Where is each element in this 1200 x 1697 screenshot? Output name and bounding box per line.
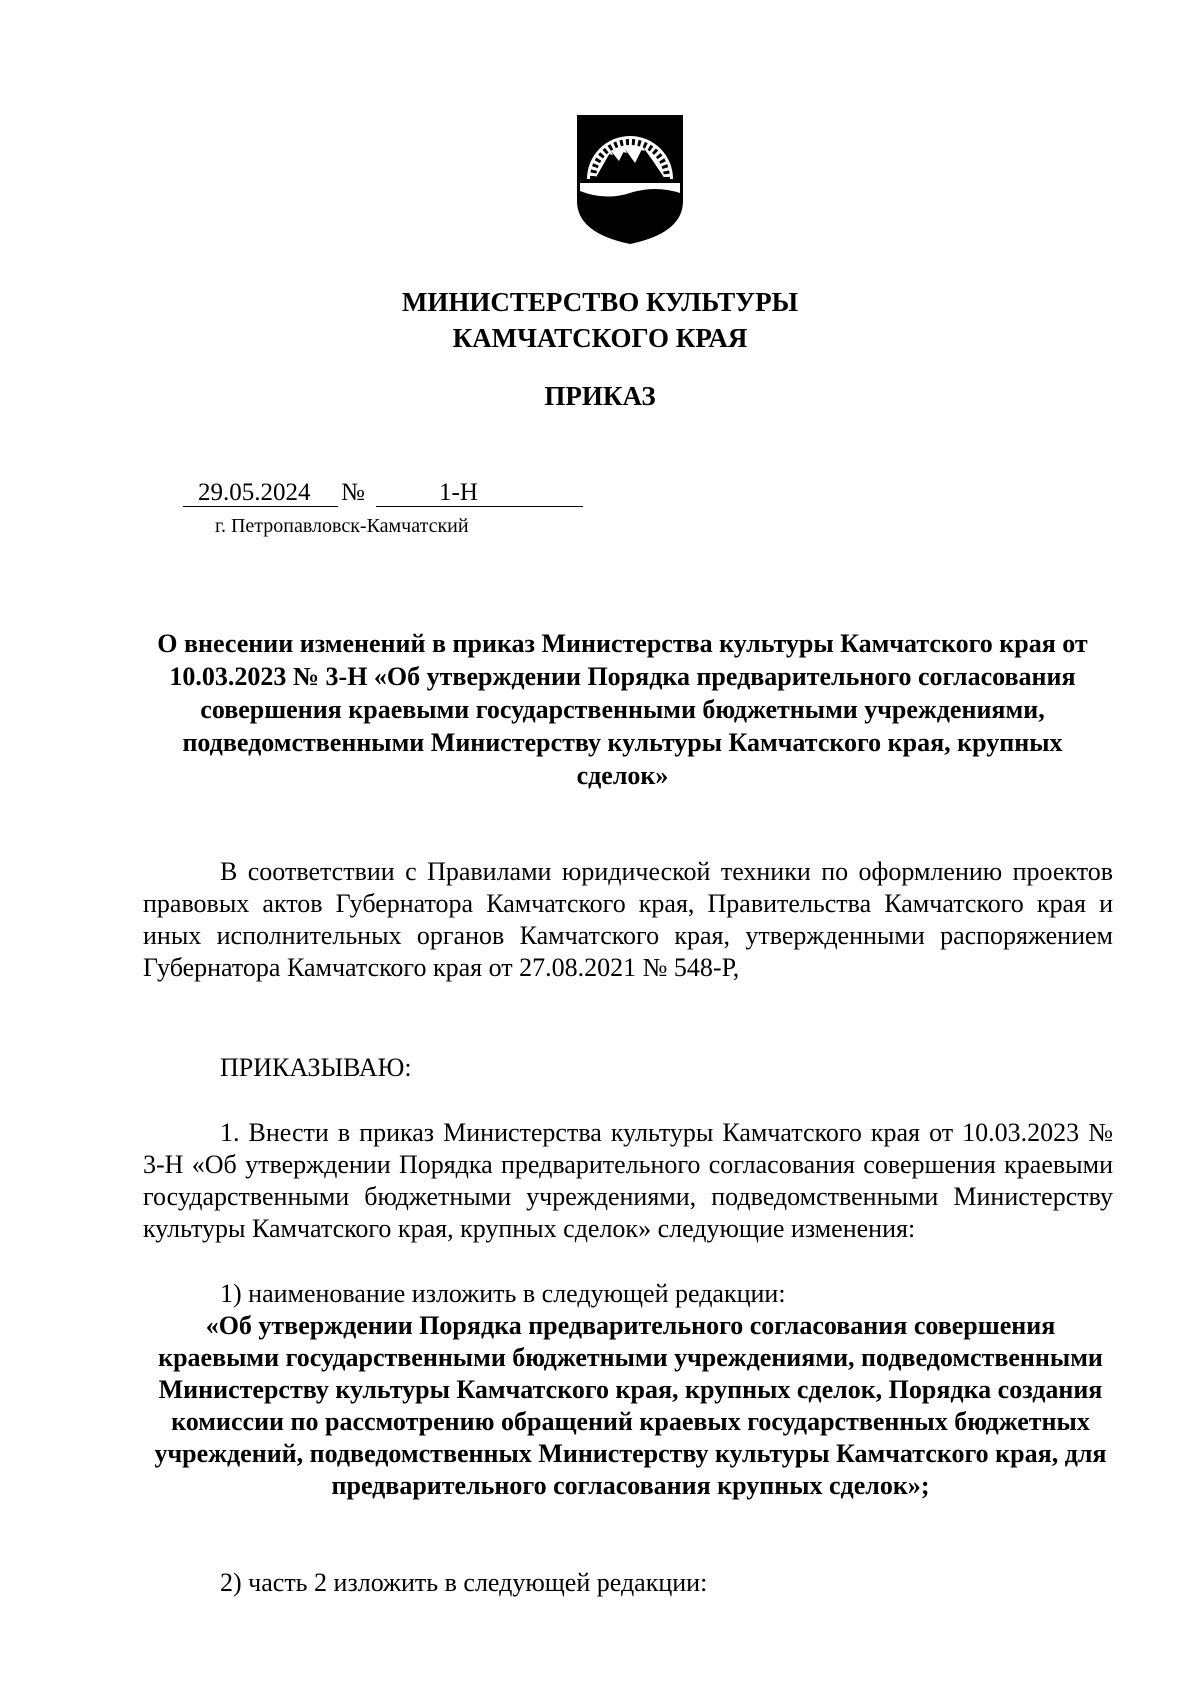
registration-line [183,478,583,518]
document-place: г. Петропавловск-Камчатский [215,515,469,537]
document-date: 29.05.2024 [198,479,311,506]
new-title-bold: «Об утверждении Порядка предварительного согласования совершения краевыми государственными бюджетными учреждениями, подведомственными Министерству культуры Камчатского края, крупных сделок, Порядка создания комиссии по рассмотрению обращений краевых государственных бюджетных учреждений, подведомственных Министерству культуры Камчатского края, для предварительного согласования крупных сделок» [154,1311,1107,1500]
order-word: ПРИКАЗЫВАЮ: [220,1053,412,1082]
document-number: 1-Н [439,479,478,506]
subitem-1: 1) наименование изложить в следующей редакции: [220,1279,786,1308]
subitem-2: 2) часть 2 изложить в следующей редакции: [220,1568,708,1597]
ministry-name-line1: МИНИСТЕРСТВО КУЛЬТУРЫ [401,287,799,317]
ministry-name [0,284,1200,356]
number-sign: № [341,479,365,506]
document-title: О внесении изменений в приказ Министерства культуры Камчатского края от 10.03.2023 № 3-Н «Об утверждении Порядка предварительного согласования совершения краевыми государственными бюджетными учреждениями, подведомственными Министерству культуры Камчатского края, крупных сделок» [157,629,1088,790]
number-underline [376,506,583,507]
document-type: ПРИКАЗ [544,381,656,411]
new-title-text [143,1310,1118,1502]
ministry-name-line2: КАМЧАТСКОГО КРАЯ [452,323,748,353]
item-1-paragraph: 1. Внести в приказ Министерства культуры Камчатского края от 10.03.2023 № 3-Н «Об утверждении Порядка предварительного согласования совершения краевыми государственными бюджетными учреждениями, подведомственными Министерству культуры Камчатского края, крупных сделок» следующие изменения: [143,1118,1113,1243]
coat-of-arms-emblem [575,113,685,246]
new-title-tail: ; [920,1471,930,1500]
preamble-paragraph: В соответствии с Правилами юридической техники по оформлению проектов правовых актов Губернатора Камчатского края, Правительства Камчатского края и иных исполнительных органов Камчатского края, утвержденными распоряжением Губернатора Камчатского края от 27.08.2021 № 548-Р, [143,857,1113,982]
